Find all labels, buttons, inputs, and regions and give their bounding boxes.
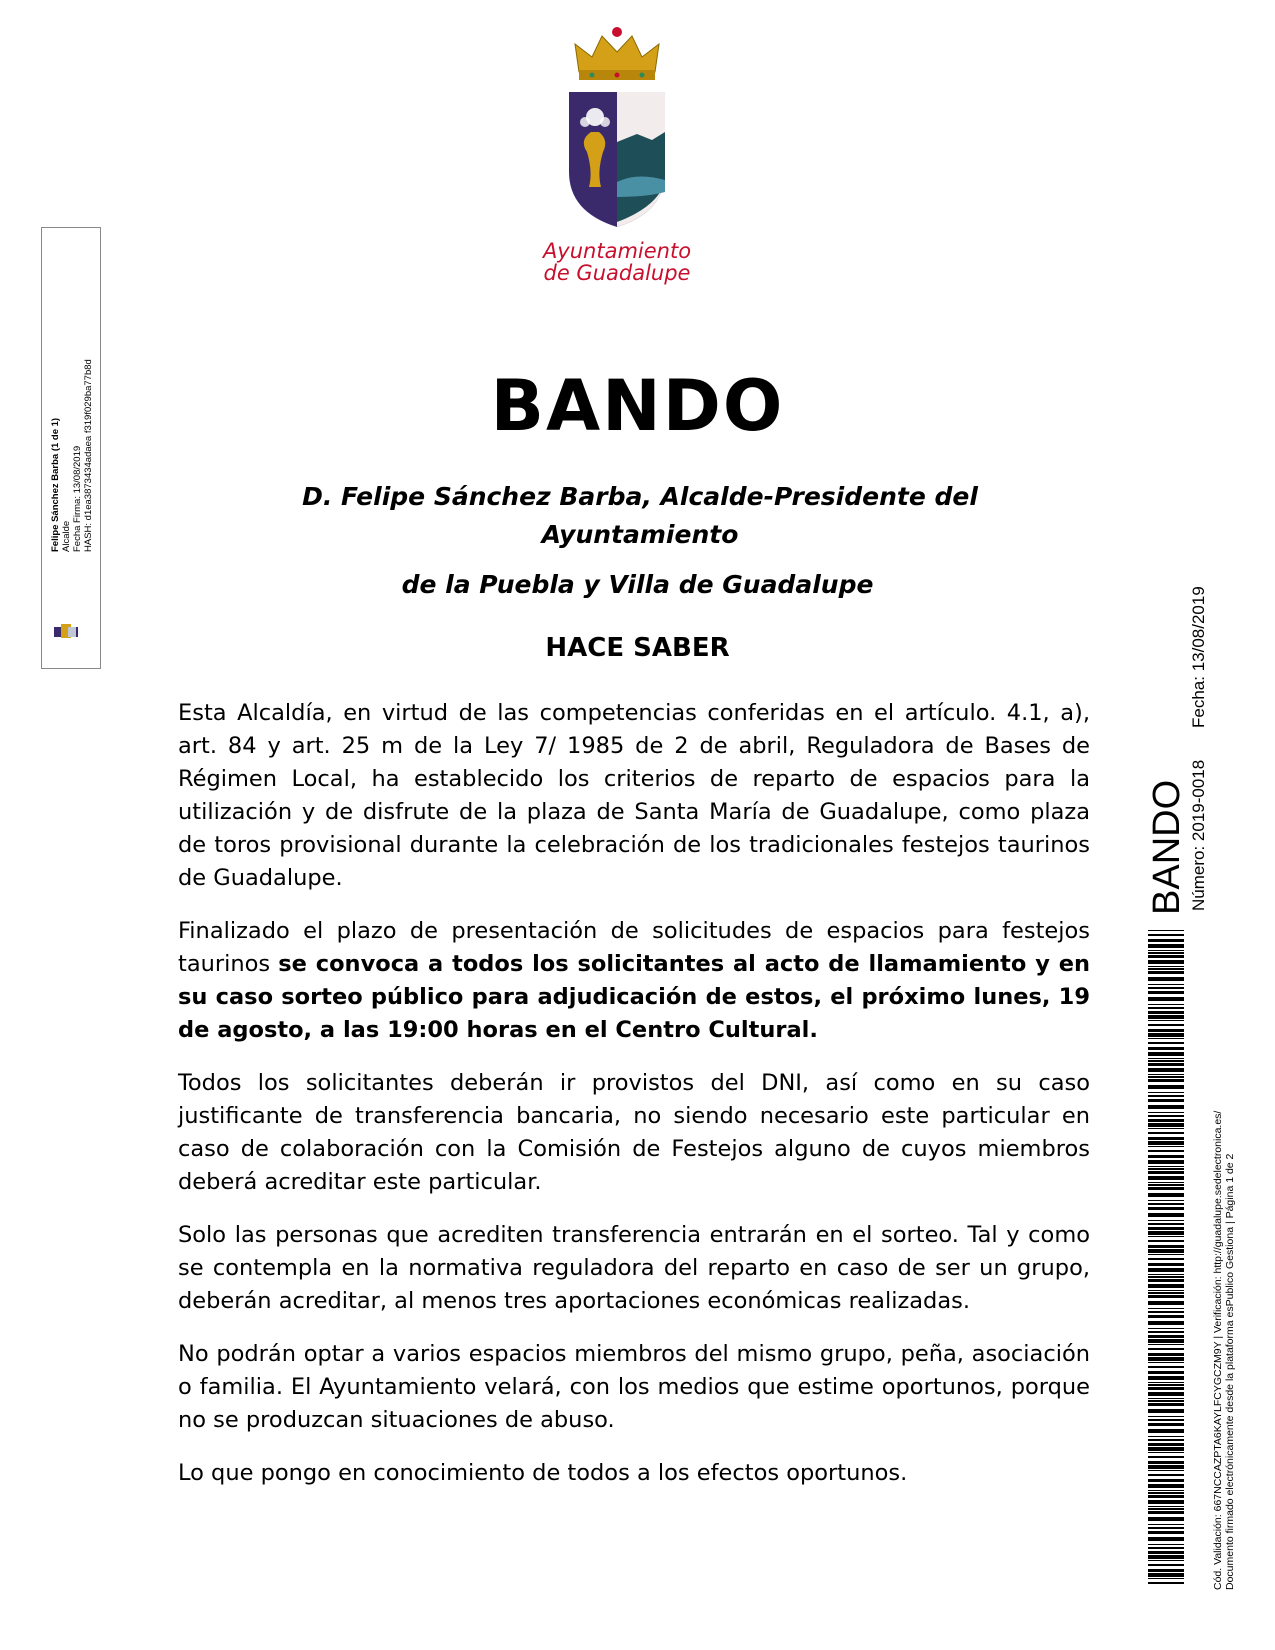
- barcode-bar: [1148, 997, 1184, 1001]
- barcode-bar: [1148, 1254, 1184, 1255]
- barcode-bar: [1148, 1132, 1184, 1134]
- barcode-bar: [1148, 1284, 1184, 1288]
- barcode-bar: [1148, 1052, 1184, 1056]
- barcode-bar: [1148, 1524, 1184, 1525]
- barcode-bar: [1148, 1047, 1184, 1050]
- barcode-bar: [1148, 1479, 1184, 1482]
- barcode-bar: [1148, 1400, 1184, 1402]
- barcode-bar: [1148, 1245, 1184, 1248]
- barcode-bar: [1148, 1279, 1184, 1282]
- barcode-bar: [1148, 1578, 1184, 1579]
- barcode-bar: [1148, 987, 1184, 989]
- signature-seal-icon: [53, 622, 79, 640]
- barcode-bar: [1148, 1315, 1184, 1318]
- barcode-bar: [1148, 1508, 1184, 1510]
- barcode-bar: [1148, 991, 1184, 994]
- barcode-bar: [1148, 1582, 1184, 1584]
- stamp-number: Número: 2019-0018: [1189, 759, 1208, 911]
- barcode-bar: [1148, 1042, 1184, 1044]
- barcode-bar: [1148, 1207, 1184, 1210]
- barcode-bar: [1148, 1220, 1184, 1221]
- barcode-bar: [1148, 966, 1184, 967]
- barcode-bar: [1148, 1311, 1184, 1313]
- barcode-bar: [1148, 1112, 1184, 1113]
- barcode-bar: [1148, 1439, 1184, 1441]
- paragraph-2-normal: Finalizado el plazo de presentación de solicitudes de espacios para festejos taurinos: [178, 918, 1090, 977]
- barcode-bar: [1148, 1004, 1184, 1005]
- barcode-bar: [1148, 1573, 1184, 1577]
- barcode-bar: [1148, 1308, 1184, 1309]
- barcode-bar: [1148, 1171, 1184, 1174]
- stamp-label: BANDO: [1146, 779, 1188, 915]
- barcode-bar: [1148, 1560, 1184, 1561]
- barcode-bar: [1148, 1141, 1184, 1145]
- barcode-bar: [1148, 1258, 1184, 1260]
- barcode-bar: [1148, 1176, 1184, 1180]
- coat-of-arms-icon: [557, 22, 677, 232]
- issuer-line2: de la Puebla y Villa de Guadalupe: [401, 570, 874, 599]
- barcode-bar: [1148, 1213, 1184, 1217]
- barcode-bar: [1148, 1492, 1184, 1494]
- paragraph-6: Lo que pongo en conocimiento de todos a los efectos oportunos.: [178, 1460, 908, 1486]
- barcode-bar: [1148, 1058, 1184, 1059]
- document-body: [178, 697, 1090, 1510]
- barcode-bar: [1148, 1419, 1184, 1421]
- paragraph-1: Esta Alcaldía, en virtud de las competencias conferidas en el artículo. 4.1, a), art. 84 y art. 25 m de la Ley 7/ 1985 de 2 de abril, Reguladora de Bases de Régimen Local, ha establecido los criterios de reparto de espacios para la utilización y de disfrute de la plaza de Santa María de Guadalupe, como plaza de toros provisional durante la celebración de los tradicionales festejos taurinos de Guadalupe.: [178, 700, 1090, 891]
- signature-name: Felipe Sánchez Barba (1 de 1): [50, 417, 61, 552]
- barcode-bar: [1148, 1547, 1184, 1549]
- barcode-bar: [1148, 1376, 1184, 1380]
- barcode-bar: [1148, 1193, 1184, 1197]
- barcode-bar: [1148, 1092, 1184, 1093]
- barcode-bar: [1148, 944, 1184, 948]
- barcode-bar: [1148, 1155, 1184, 1158]
- logo-text-line2: de Guadalupe: [543, 261, 691, 285]
- barcode-bar: [1148, 1119, 1184, 1122]
- barcode-bar: [1148, 1531, 1184, 1534]
- barcode-bar: [1148, 1095, 1184, 1097]
- paragraph-2: [178, 915, 1090, 1047]
- barcode-bar: [1148, 1060, 1184, 1062]
- barcode-bar: [1148, 1409, 1184, 1413]
- barcode-bar: [1148, 984, 1184, 985]
- barcode-bar: [1148, 1168, 1184, 1170]
- barcode-bar: [1148, 950, 1184, 951]
- barcode-bar: [1148, 971, 1184, 974]
- barcode-bar: [1148, 1366, 1184, 1368]
- barcode-bar: [1148, 1063, 1184, 1066]
- stamp-platform: Documento firmado electrónicamente desde la plataforma esPublico Gestiona | Página 1 de 2: [1224, 1153, 1236, 1590]
- barcode-bar: [1148, 1474, 1184, 1476]
- barcode-bar: [1148, 1362, 1184, 1363]
- barcode-bar: [1148, 1079, 1184, 1082]
- barcode-bar: [1148, 1150, 1184, 1152]
- stamp-date: Fecha: 13/08/2019: [1189, 586, 1208, 728]
- barcode-bar: [1148, 960, 1184, 964]
- barcode-bar: [1148, 1344, 1184, 1345]
- issuer-line1: D. Felipe Sánchez Barba, Alcalde-Presidente del Ayuntamiento: [302, 482, 978, 549]
- barcode-bar: [1148, 1500, 1184, 1504]
- paragraph-2-bold: se convoca a todos los solicitantes al acto de llamamiento y en su caso sorteo público para adjudicación de estos, el próximo lunes, 19 de agosto, a las 19:00 horas en el Centro Cultural.: [178, 951, 1090, 1043]
- barcode-bar: [1148, 1443, 1184, 1446]
- barcode-bar: [1148, 1447, 1184, 1451]
- barcode-bar: [1148, 1484, 1184, 1488]
- barcode-bar: [1148, 1160, 1184, 1164]
- barcode-bar: [1148, 1231, 1184, 1235]
- barcode-bar: [1148, 1569, 1184, 1572]
- barcode-bar: [1148, 1452, 1184, 1453]
- barcode-bar: [1148, 1387, 1184, 1390]
- barcode-bar: [1148, 1290, 1184, 1291]
- signature-hash: HASH: d1ea3873434adaea f319f029ba77b8d: [83, 359, 94, 552]
- signature-date: Fecha Firma: 13/08/2019: [72, 445, 83, 552]
- barcode-bar: [1148, 1074, 1184, 1075]
- barcode-bar: [1148, 1038, 1184, 1039]
- barcode-bar: [1148, 1348, 1184, 1350]
- barcode-bar: [1148, 1128, 1184, 1129]
- barcode-bar: [1148, 1249, 1184, 1253]
- barcode-bar: [1148, 1517, 1184, 1521]
- signature-text: [50, 252, 94, 552]
- barcode-bar: [1148, 1423, 1184, 1426]
- barcode-bar: [1148, 1223, 1184, 1225]
- barcode-bar: [1148, 1301, 1184, 1305]
- barcode-bar: [1148, 968, 1184, 970]
- barcode-bar: [1148, 952, 1184, 954]
- barcode-bar: [1148, 1416, 1184, 1417]
- barcode-bar: [1148, 1029, 1184, 1032]
- barcode-bar: [1148, 1555, 1184, 1559]
- barcode-bar: [1148, 1321, 1184, 1325]
- barcode-bar: [1148, 1263, 1184, 1266]
- barcode-bar: [1148, 1105, 1184, 1109]
- barcode-bar: [1148, 1276, 1184, 1278]
- barcode-bar: [1148, 1506, 1184, 1507]
- barcode-bar: [1148, 1456, 1184, 1458]
- barcode-bar: [1148, 1184, 1184, 1186]
- barcode-bar: [1148, 1429, 1184, 1433]
- signature-role: Alcalde: [61, 520, 72, 552]
- barcode-bar: [1148, 1076, 1184, 1078]
- barcode-bar: [1148, 1384, 1184, 1386]
- paragraph-5: No podrán optar a varios espacios miembros del mismo grupo, peña, asociación o familia. El Ayuntamiento velará, con los medios que estime oportunos, porque no se produzcan situaciones de abuso.: [178, 1341, 1090, 1433]
- barcode-bar: [1148, 1371, 1184, 1374]
- barcode-bar: [1148, 1465, 1184, 1469]
- barcode-bar: [1148, 1295, 1184, 1298]
- barcode-icon: [1148, 930, 1184, 1590]
- barcode-bar: [1148, 1137, 1184, 1140]
- barcode-bar: [1148, 1392, 1184, 1396]
- barcode-bar: [1148, 1068, 1184, 1072]
- barcode-bar: [1148, 1240, 1184, 1242]
- paragraph-4: Solo las personas que acrediten transferencia entrarán en el sorteo. Tal y como se contempla en la normativa reguladora del reparto en caso de ser un grupo, deberán acreditar, al menos tres aportaciones económicas realizadas.: [178, 1222, 1090, 1314]
- barcode-bar: [1148, 1544, 1184, 1545]
- barcode-bar: [1148, 977, 1184, 981]
- barcode-bar: [1148, 1527, 1184, 1529]
- barcode-bar: [1148, 1015, 1184, 1019]
- barcode-bar: [1148, 1166, 1184, 1167]
- barcode-bar: [1148, 1099, 1184, 1102]
- barcode-bar: [1148, 1436, 1184, 1437]
- barcode-bar: [1148, 1033, 1184, 1037]
- barcode-bar: [1148, 1268, 1184, 1272]
- stamp-validation: Cód. Validación: 667NCCAZPTA6KAYLFCYGCZM9Y | Verificación: http://guadalupe.sedelectronica.es/: [1212, 1110, 1224, 1590]
- barcode-bar: [1148, 1403, 1184, 1406]
- barcode-bar: [1148, 1382, 1184, 1383]
- barcode-bar: [1148, 1398, 1184, 1399]
- barcode-bar: [1148, 1236, 1184, 1237]
- barcode-bar: [1148, 1537, 1184, 1541]
- barcode-bar: [1148, 1551, 1184, 1554]
- barcode-bar: [1148, 930, 1184, 931]
- barcode-bar: [1148, 1357, 1184, 1361]
- barcode-bar: [1148, 1007, 1184, 1009]
- logo-text-line1: Ayuntamiento: [542, 239, 692, 263]
- barcode-bar: [1148, 1024, 1184, 1026]
- barcode-bar: [1148, 939, 1184, 942]
- barcode-bar: [1148, 934, 1184, 936]
- barcode-bar: [1148, 955, 1184, 958]
- barcode-bar: [1148, 1085, 1184, 1089]
- barcode-bar: [1148, 1292, 1184, 1294]
- barcode-bar: [1148, 1115, 1184, 1117]
- document-title: BANDO: [490, 365, 785, 447]
- barcode-bar: [1148, 1495, 1184, 1498]
- barcode-bar: [1148, 1274, 1184, 1275]
- municipal-logo: [512, 22, 722, 322]
- barcode-bar: [1148, 1511, 1184, 1514]
- barcode-bar: [1148, 1470, 1184, 1471]
- barcode-bar: [1148, 1227, 1184, 1230]
- barcode-bar: [1148, 1182, 1184, 1183]
- barcode-bar: [1148, 1020, 1184, 1021]
- barcode-bar: [1148, 1203, 1184, 1205]
- barcode-bar: [1148, 1490, 1184, 1491]
- barcode-bar: [1148, 1200, 1184, 1201]
- barcode-bar: [1148, 1328, 1184, 1329]
- barcode-bar: [1148, 1331, 1184, 1333]
- section-heading: HACE SABER: [545, 633, 730, 663]
- paragraph-3: Todos los solicitantes deberán ir provistos del DNI, así como en su caso justificante de transferencia bancaria, no siendo necesario este particular en caso de colaboración con la Comisión de Festejos alguno de cuyos miembros deberá acreditar este particular.: [178, 1070, 1090, 1195]
- barcode-bar: [1148, 1187, 1184, 1190]
- barcode-bar: [1148, 1461, 1184, 1464]
- barcode-bar: [1148, 1146, 1184, 1147]
- barcode-bar: [1148, 1335, 1184, 1338]
- barcode-bar: [1148, 1123, 1184, 1127]
- barcode-bar: [1148, 1011, 1184, 1014]
- barcode-bar: [1148, 1339, 1184, 1343]
- barcode-bar: [1148, 1564, 1184, 1566]
- barcode-bar: [1148, 1353, 1184, 1356]
